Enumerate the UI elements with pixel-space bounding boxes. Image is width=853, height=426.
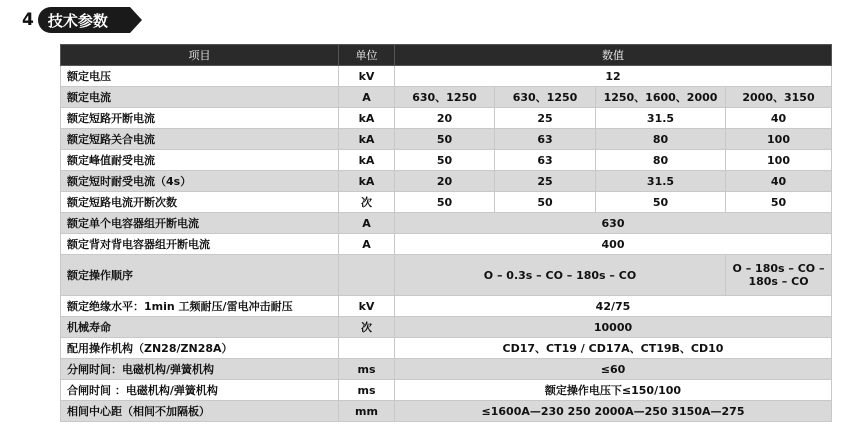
table-row: 额定短路关合电流 kA 50 63 80 100 [61, 129, 832, 150]
spec-table [60, 44, 832, 422]
table-row: 额定短时耐受电流（4s） kA 20 25 31.5 40 [61, 171, 832, 192]
table-row: 配用操作机构（ZN28/ZN28A） CD17、CT19 / CD17A、CT19B、CD10 [61, 338, 832, 359]
table-row: 额定单个电容器组开断电流 A 630 [61, 213, 832, 234]
table-header-row [61, 45, 832, 66]
table-row: 额定电流 A 630、1250 630、1250 1250、1600、2000 2000、3150 [61, 87, 832, 108]
table-row: 分闸时间：电磁机构/弹簧机构 ms ≤60 [61, 359, 832, 380]
table-row: 额定峰值耐受电流 kA 50 63 80 100 [61, 150, 832, 171]
section-heading [22, 6, 130, 34]
table-row: 额定操作顺序 O – 0.3s – CO – 180s – CO O – 180s – CO – 180s – CO [61, 255, 832, 296]
table-row: 额定短路电流开断次数 次 50 50 50 50 [61, 192, 832, 213]
header-value: 数值 [395, 45, 832, 66]
table-row: 额定背对背电容器组开断电流 A 400 [61, 234, 832, 255]
table-row: 相间中心距（相间不加隔板） mm ≤1600A—230 250 2000A—250 3150A—275 [61, 401, 832, 422]
table-row: 机械寿命 次 10000 [61, 317, 832, 338]
header-unit: 单位 [339, 45, 395, 66]
table-row: 额定短路开断电流 kA 20 25 31.5 40 [61, 108, 832, 129]
section-title: 技术参数 [38, 7, 130, 33]
table-row: 额定绝缘水平：1min 工频耐压/雷电冲击耐压 kV 42/75 [61, 296, 832, 317]
section-number: 4 [22, 10, 34, 30]
table-row: 合闸时间 ：电磁机构/弹簧机构 ms 额定操作电压下≤150/100 [61, 380, 832, 401]
table-row: 额定电压 kV 12 [61, 66, 832, 87]
header-item: 项目 [61, 45, 339, 66]
